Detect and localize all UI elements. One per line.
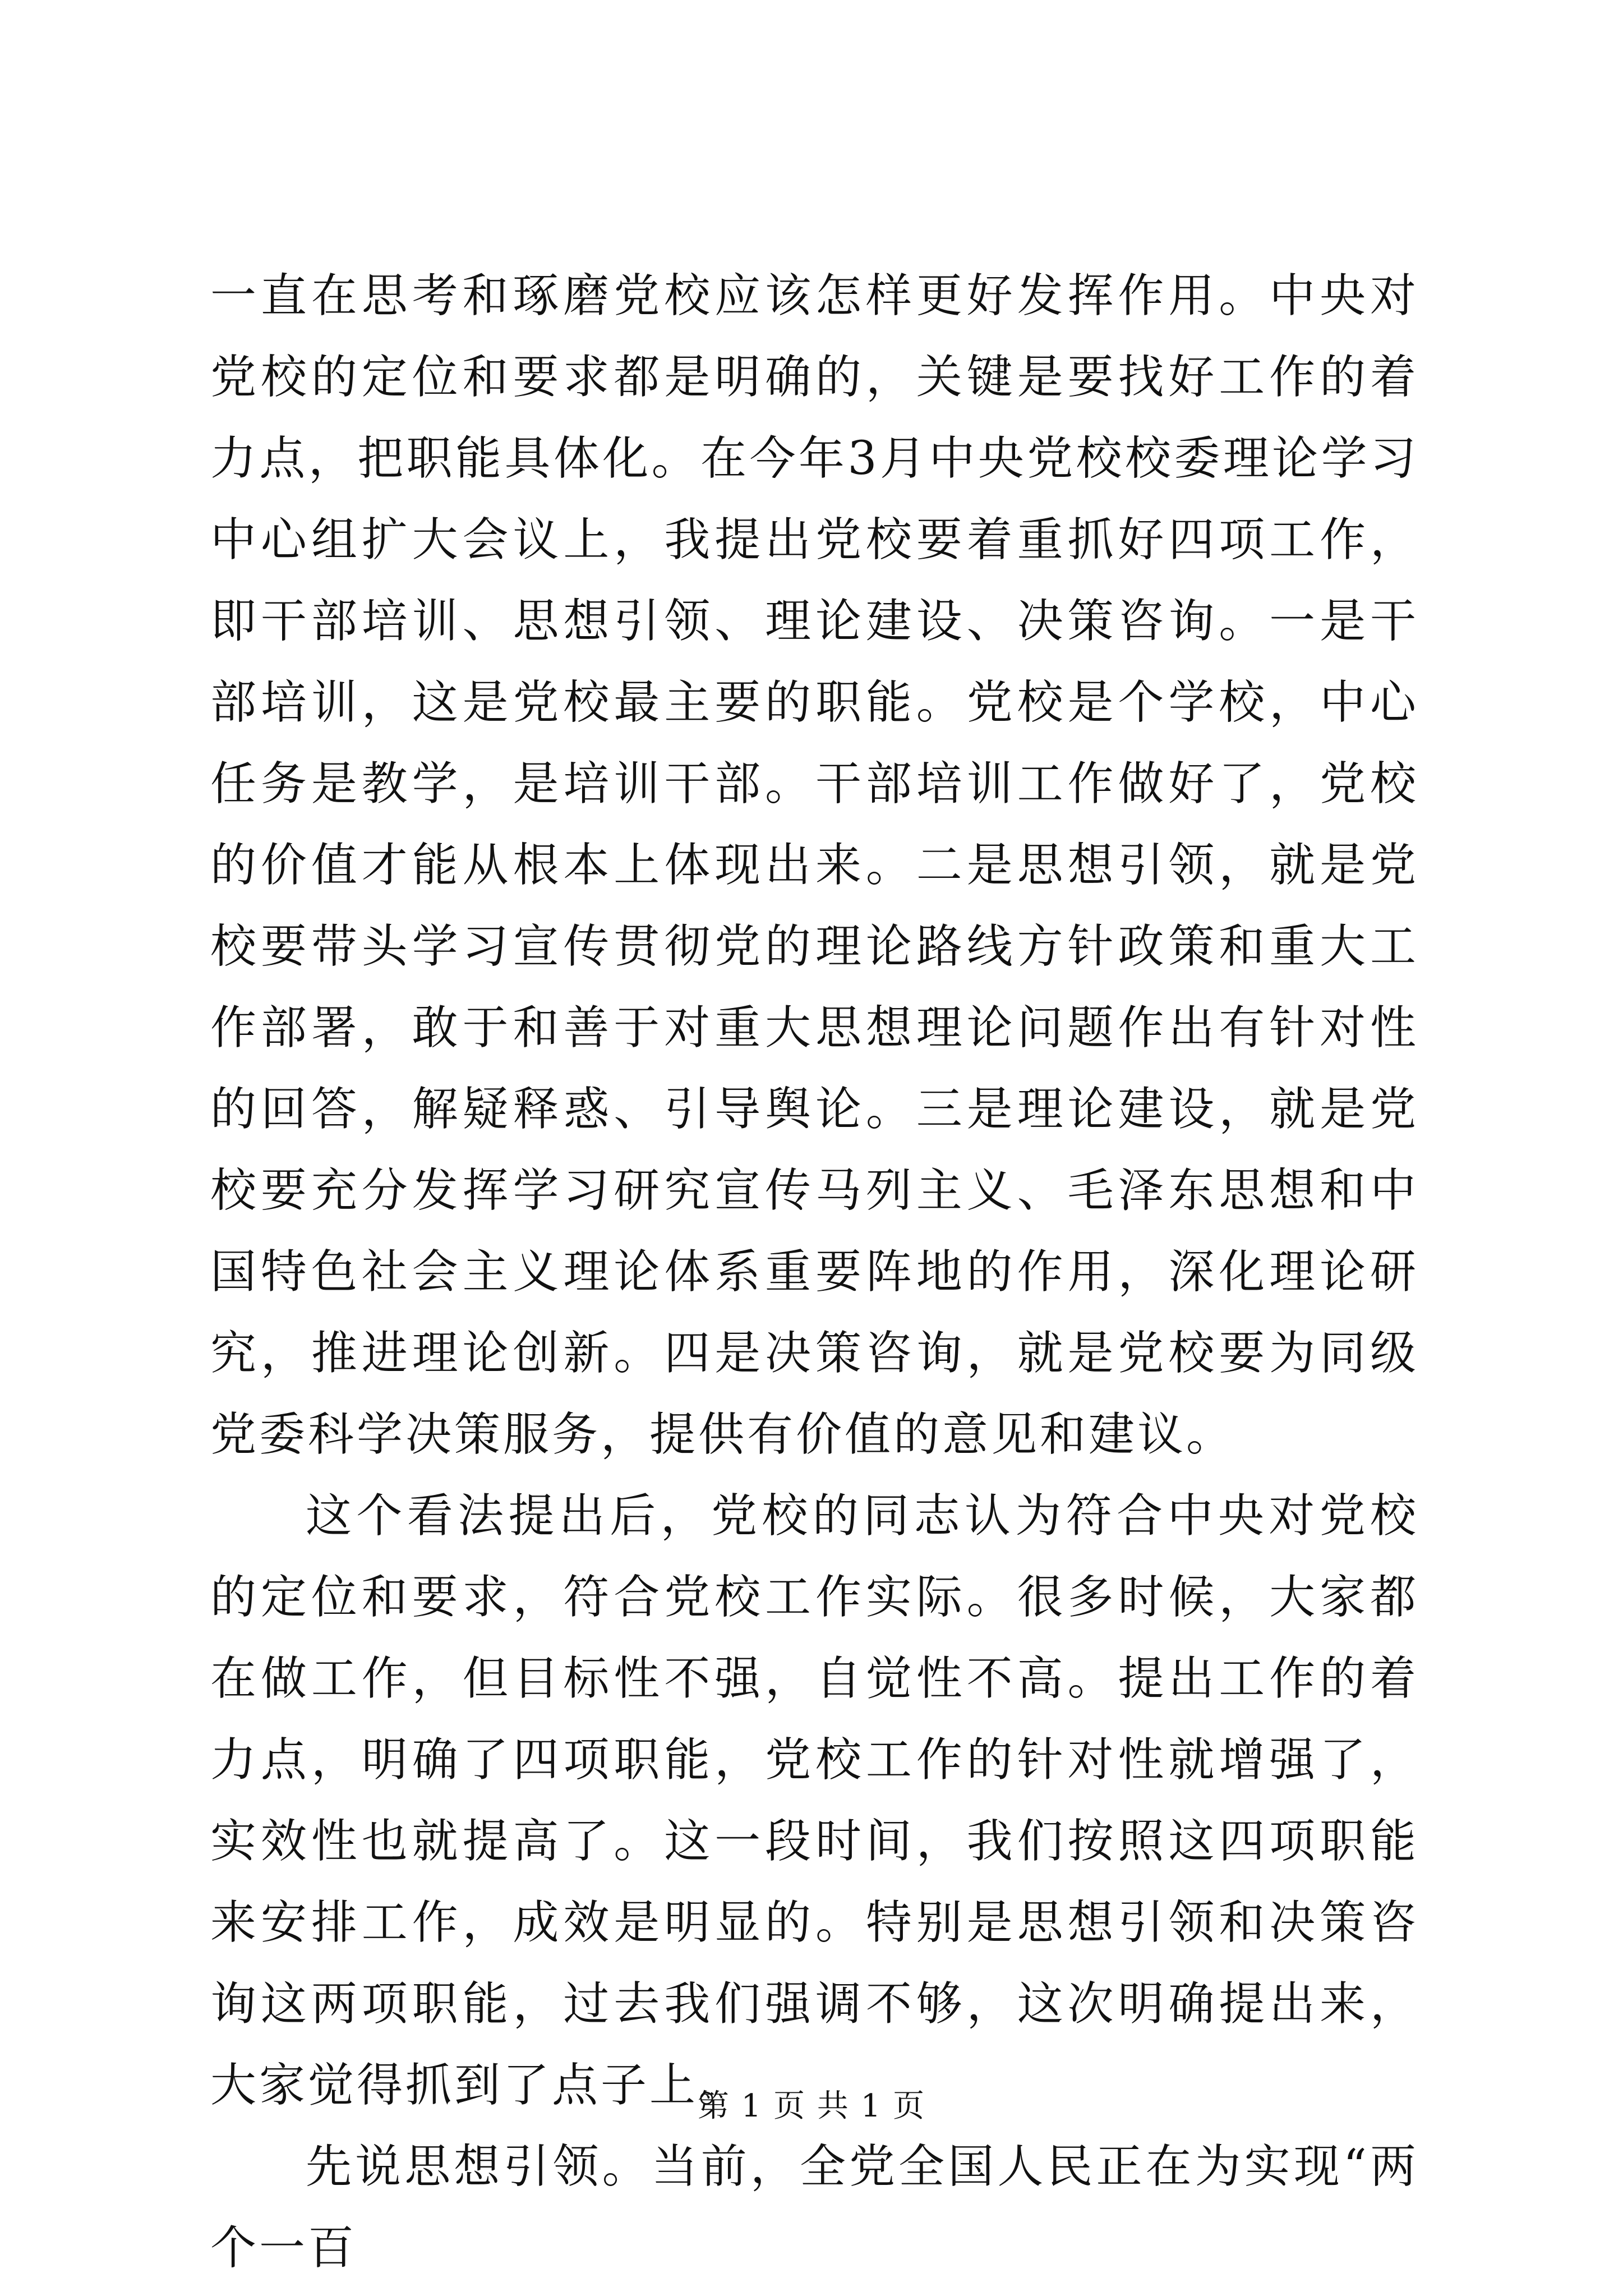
- page-footer: 第 1 页 共 1 页: [697, 2088, 926, 2124]
- paragraph-1: 一直在思考和琢磨党校应该怎样更好发挥作用。中央对党校的定位和要求都是明确的，关键是要找好工作的着力点，把职能具体化。在今年3月中央党校校委理论学习中心组扩大会议上，我提出党校要着重抓好四项工作，即干部培训、思想引领、理论建设、决策咨询。一是干部培训，这是党校最主要的职能。党校是个学校，中心任务是教学，是培训干部。干部培训工作做好了，党校的价值才能从根本上体现出来。二是思想引领，就是党校要带头学习宣传贯彻党的理论路线方针政策和重大工作部署，敢于和善于对重大思想理论问题作出有针对性的回答，解疑释惑、引导舆论。三是理论建设，就是党校要充分发挥学习研究宣传马列主义、毛泽东思想和中国特色社会主义理论体系重要阵地的作用，深化理论研究，推进理论创新。四是决策咨询，就是党校要为同级党委科学决策服务，提供有价值的意见和建议。: [210, 269, 1419, 1461]
- document-body: [210, 255, 1419, 2289]
- paragraph-3: 先说思想引领。当前，全党全国人民正在为实现“两个一百: [210, 2140, 1419, 2275]
- paragraph-2: 这个看法提出后，党校的同志认为符合中央对党校的定位和要求，符合党校工作实际。很多时候，大家都在做工作，但目标性不强，自觉性不高。提出工作的着力点，明确了四项职能，党校工作的针对性就增强了，实效性也就提高了。这一段时间，我们按照这四项职能来安排工作，成效是明显的。特别是思想引领和决策咨询这两项职能，过去我们强调不够，这次明确提出来，大家觉得抓到了点子上。: [210, 1489, 1419, 2112]
